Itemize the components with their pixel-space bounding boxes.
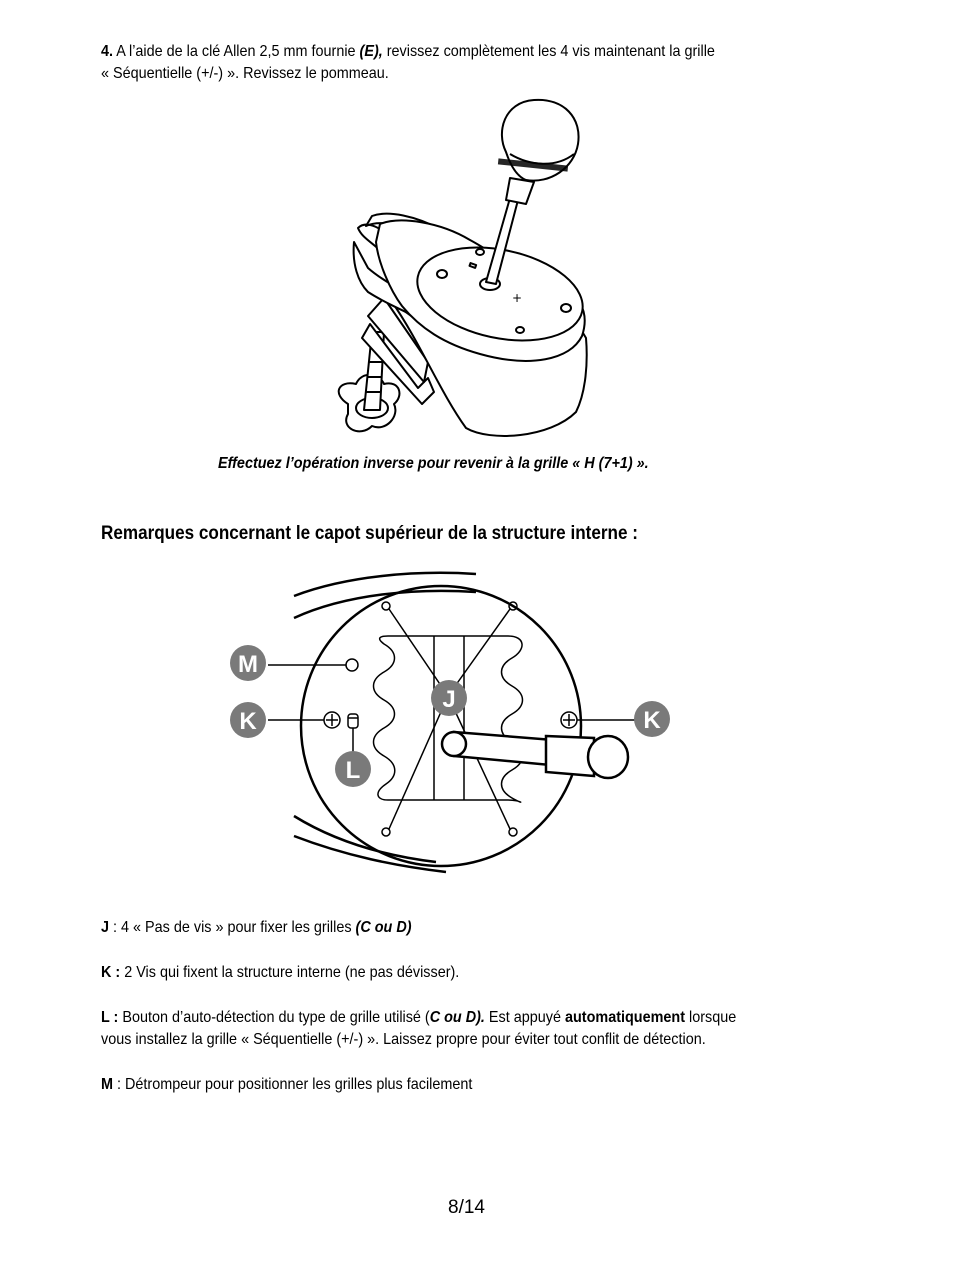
internal-structure-top-cover-diagram xyxy=(226,566,676,890)
page-number: 8/14 xyxy=(448,1197,485,1218)
figure1-caption: Effectuez l’opération inverse pour revenir à la grille « H (7+1) ». xyxy=(218,455,649,472)
svg-text:+: + xyxy=(512,291,523,305)
gear-shifter-clamp-illustration xyxy=(320,92,600,444)
note-l xyxy=(101,1007,736,1029)
note-m xyxy=(101,1074,472,1096)
step4-line1 xyxy=(101,41,715,63)
note-k-text: 2 Vis qui fixent la structure interne (ne pas dévisser). xyxy=(120,964,460,981)
section-heading: Remarques concernant le capot supérieur de la structure interne : xyxy=(101,523,638,544)
badge-j: J xyxy=(442,686,456,713)
note-j-ref: (C ou D) xyxy=(355,919,412,936)
note-m-text: : Détrompeur pour positionner les grilles plus facilement xyxy=(112,1076,473,1093)
note-l-ref: C ou D). xyxy=(429,1009,485,1026)
step4-ref-e: (E), xyxy=(359,43,383,60)
note-k xyxy=(101,962,459,984)
step4-text-b: revissez complètement les 4 vis maintenant la grille xyxy=(382,43,715,60)
note-l-text-a: Bouton d’auto-détection du type de grille utilisé ( xyxy=(118,1009,430,1026)
note-m-key: M xyxy=(101,1076,113,1093)
step4-text-a: A l’aide de la clé Allen 2,5 mm fournie xyxy=(113,43,360,60)
badge-k-left: K xyxy=(239,708,257,735)
badge-k-right: K xyxy=(643,707,661,734)
badge-l: L xyxy=(345,757,361,784)
note-l-text-c: lorsque xyxy=(685,1009,737,1026)
badge-m: M xyxy=(238,651,258,678)
note-l-strong: automatiquement xyxy=(564,1009,686,1026)
note-j-text: : 4 « Pas de vis » pour fixer les grilles xyxy=(109,919,356,936)
note-l-text-b: Est appuyé xyxy=(484,1009,565,1026)
step4-line2: « Séquentielle (+/-) ». Revissez le pommeau. xyxy=(101,65,389,82)
note-l-key: L : xyxy=(101,1009,119,1026)
step4-number: 4. xyxy=(101,43,114,60)
note-l-line2: vous installez la grille « Séquentielle (+/-) ». Laissez propre pour éviter tout conflit de détection. xyxy=(101,1031,706,1048)
note-k-key: K : xyxy=(101,964,121,981)
note-j xyxy=(101,917,412,939)
note-j-key: J xyxy=(101,919,110,936)
